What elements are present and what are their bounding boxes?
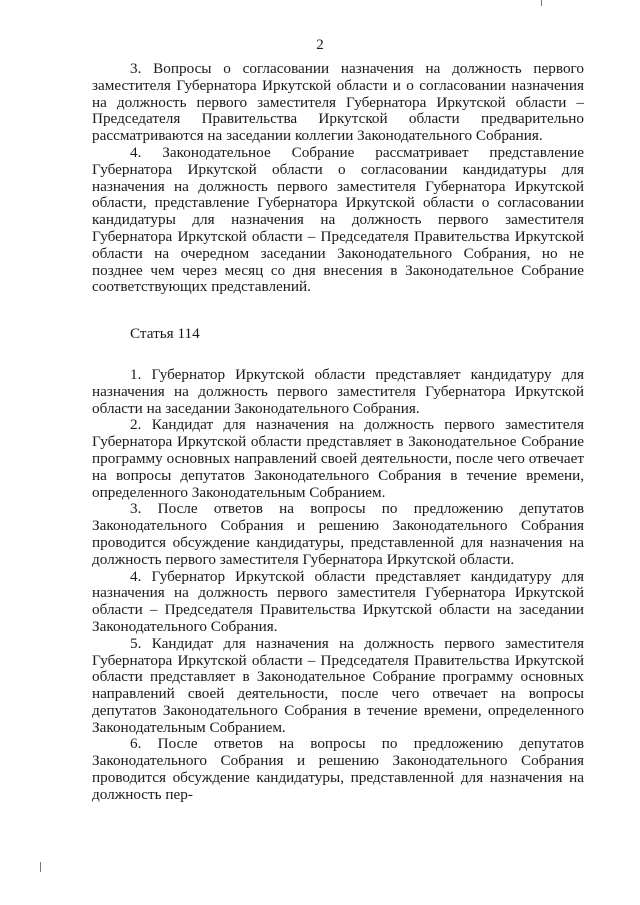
- page-number: 2: [316, 37, 324, 53]
- document-body: [92, 61, 584, 804]
- paragraph-3: 3. Вопросы о согласовании назначения на должность первого заместителя Губернатора Иркутской области и о согласовании назначения на должность первого заместителя Губернатора Иркутской области – Председателя Правительства Иркутской области предварительно рассматриваются на заседании коллегии Законодательного Собрания.: [92, 60, 584, 145]
- article-paragraph-6: 6. После ответов на вопросы по предложению депутатов Законодательного Собрания и решению Законодательного Собрания проводится обсуждение кандидатуры, представленной для назначения на должность пер-: [92, 735, 584, 803]
- scan-mark-top: [541, 0, 542, 6]
- article-heading: Статья 114: [130, 325, 200, 343]
- article-paragraph-3: 3. После ответов на вопросы по предложению депутатов Законодательного Собрания и решению Законодательного Собрания проводится обсуждение кандидатуры, представленной для назначения на должность первого заместителя Губернатора Иркутской области.: [92, 500, 584, 568]
- article-paragraph-5: 5. Кандидат для назначения на должность первого заместителя Губернатора Иркутской области – Председателя Правительства Иркутской области представляет в Законодательное Собрание программу основных направлений своей деятельности, после чего отвечает на вопросы депутатов Законодательного Собрания в течение времени, определенного Законодательным Собранием.: [92, 634, 584, 736]
- article-paragraph-4: 4. Губернатор Иркутской области представляет кандидатуру для назначения на должность первого заместителя Губернатора Иркутской области – Председателя Правительства Иркутской области на заседании Законодательного Собрания.: [92, 567, 584, 635]
- article-paragraph-2: 2. Кандидат для назначения на должность первого заместителя Губернатора Иркутской области представляет в Законодательное Собрание программу основных направлений своей деятельности, после чего отвечает на вопросы депутатов Законодательного Собрания в течение времени, определенного Законодательным Собранием.: [92, 416, 584, 501]
- article-paragraph-1: 1. Губернатор Иркутской области представляет кандидатуру для назначения на должность первого заместителя Губернатора Иркутской области на заседании Законодательного Собрания.: [92, 365, 584, 417]
- scan-mark-side: [40, 862, 41, 872]
- paragraph-4: 4. Законодательное Собрание рассматривает представление Губернатора Иркутской области о согласовании кандидатуры для назначения на должность первого заместителя Губернатора Иркутской области, представление Губернатора Иркутской области о согласовании кандидатуры для назначения на должность первого заместителя Губернатора Иркутской области – Председателя Правительства Иркутской области на очередном заседании Законодательного Собрания, но не позднее чем через месяц со дня внесения в Законодательное Собрание соответствующих представлений.: [92, 143, 584, 296]
